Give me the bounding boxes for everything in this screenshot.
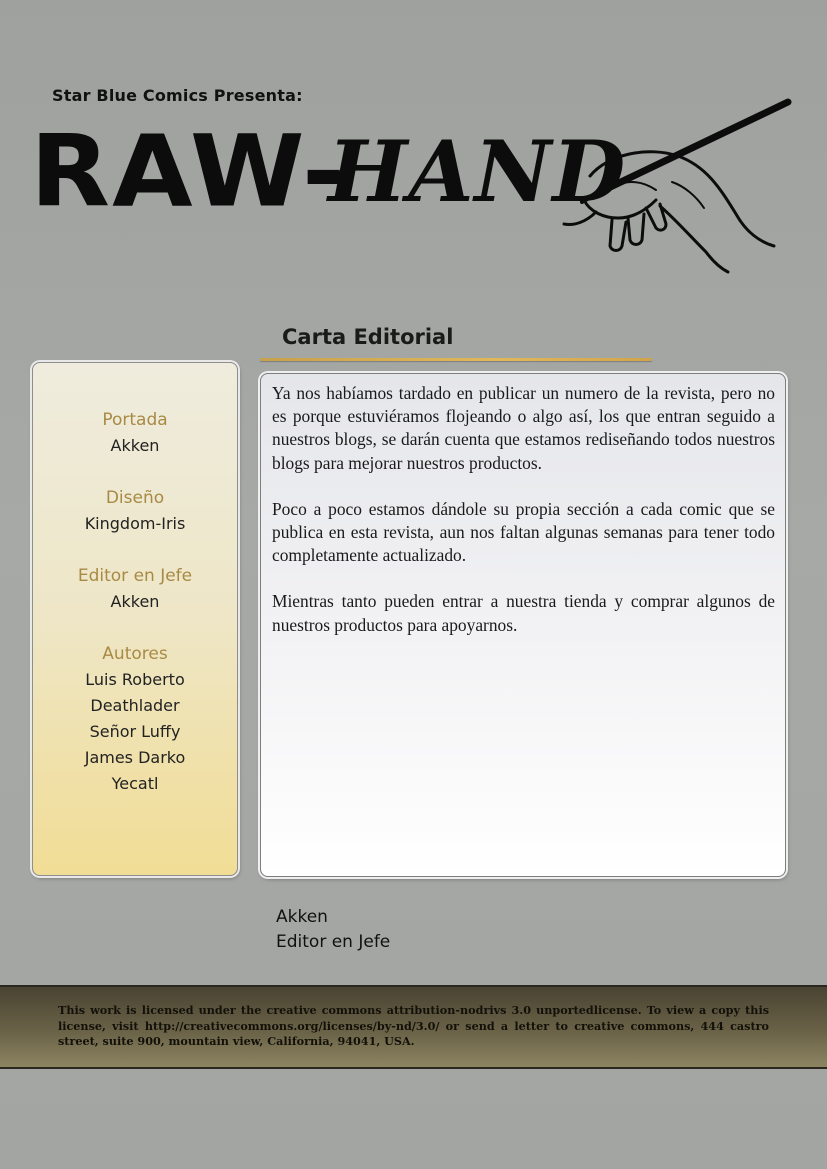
credit-group-diseno [33, 485, 237, 537]
license-footer [0, 985, 827, 1069]
credit-name: Kingdom-Iris [84, 514, 186, 533]
signature [276, 905, 390, 955]
credit-name: Luis Roberto [85, 670, 185, 689]
credit-name: James Darko [84, 748, 186, 767]
credit-label: Portada [102, 410, 168, 430]
editorial-letter [260, 373, 786, 877]
license-text: This work is licensed under the creative commons attribution-nodrivs 3.0 unportedlicense. To view a copy this license, visit http://creativecommons.org/licenses/by-nd/3.0/ or send a letter to creative commons, 444 castro street, suite 900, mountain view, California, 94041, USA. [58, 1003, 769, 1048]
credit-group-autores [33, 641, 237, 797]
credits-panel [32, 362, 238, 876]
hand-brush-icon [560, 96, 795, 276]
signature-role: Editor en Jefe [276, 932, 391, 952]
section-title: Carta Editorial [282, 325, 454, 349]
letter-paragraph: Poco a poco estamos dándole su propia sección a cada comic que se publica en esta revista, aun nos faltan algunas semanas para tener todo completamente actualizado. [272, 498, 775, 566]
credit-name: Akken [110, 592, 160, 611]
credit-group-editor [33, 563, 237, 615]
credit-label: Editor en Jefe [77, 566, 193, 586]
signature-name: Akken [276, 907, 328, 927]
credit-name: Akken [110, 436, 160, 455]
credit-name: Yecatl [111, 774, 159, 793]
credit-name: Deathlader [90, 696, 180, 715]
credit-label: Autores [102, 644, 168, 664]
letter-paragraph: Mientras tanto pueden entrar a nuestra tienda y comprar algunos de nuestros productos para apoyarnos. [272, 591, 775, 635]
title-underline [260, 358, 652, 361]
credit-group-portada [33, 407, 237, 459]
logo-raw-text: RAW- [30, 113, 348, 230]
letter-paragraph: Ya nos habíamos tardado en publicar un numero de la revista, pero no es porque estuviéramos flojeando o algo así, los que entran seguido a nuestros blogs, se darán cuenta que estamos rediseñando todos nuestros blogs para mejorar nuestros productos. [272, 383, 775, 473]
logo-hand-text: HAND [328, 122, 627, 221]
presenta-text: Star Blue Comics Presenta: [52, 86, 303, 105]
credit-name: Señor Luffy [89, 722, 181, 741]
credit-label: Diseño [105, 488, 165, 508]
